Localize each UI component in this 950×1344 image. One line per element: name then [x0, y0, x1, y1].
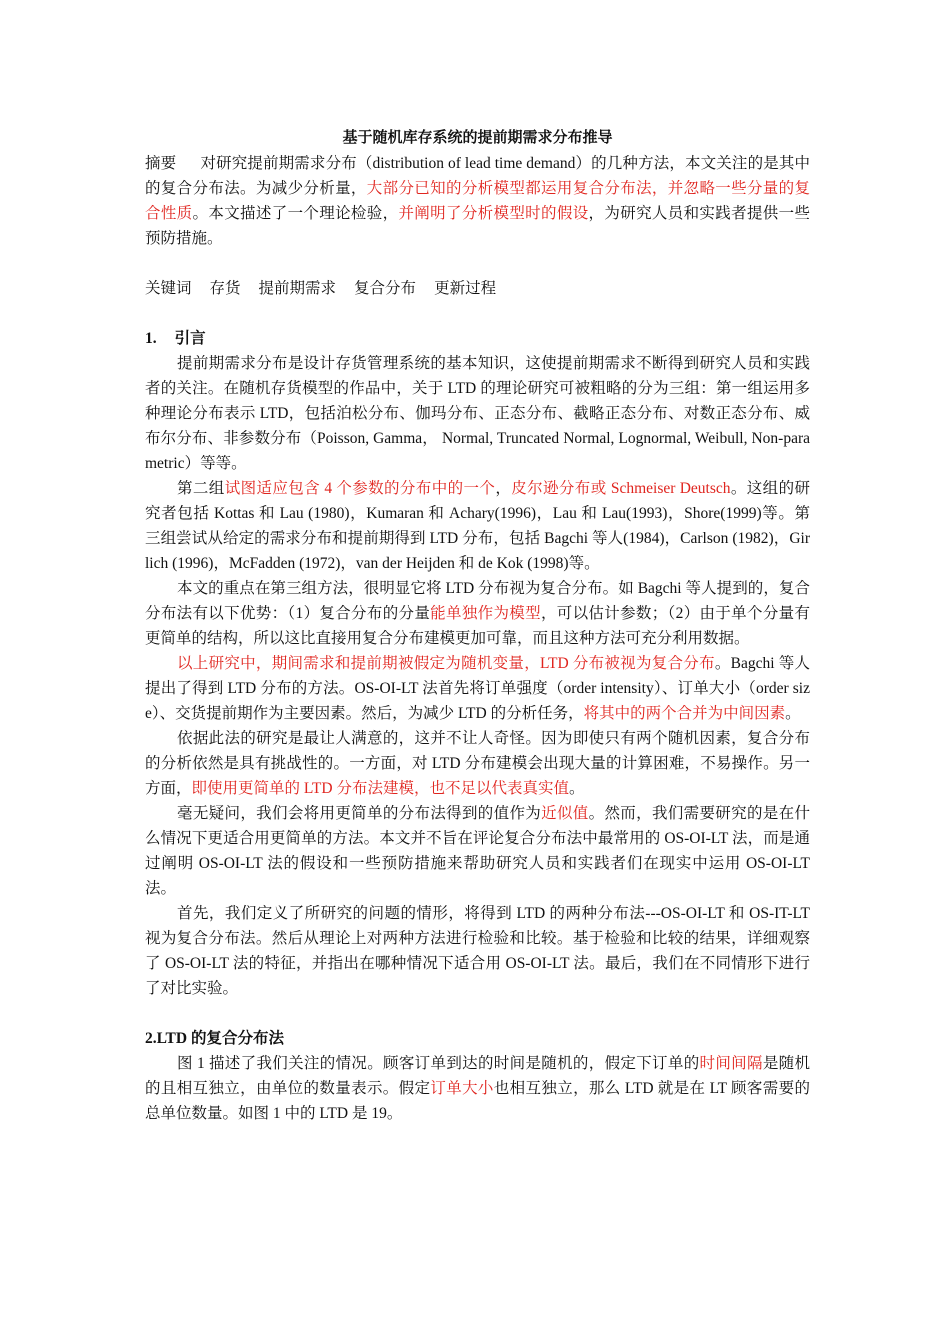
- keyword: 更新过程: [434, 280, 497, 297]
- highlight-text: 试图适应包含 4 个参数的分布中的一个: [224, 480, 496, 497]
- section-number: 1.: [145, 330, 157, 347]
- paragraph: 以上研究中，期间需求和提前期被假定为随机变量，LTD 分布被视为复合分布。Bagchi 等人提出了得到 LTD 分布的方法。OS-OI-LT 法首先将订单强度（order intensity）、订单大小（order size）、交货提前期作为主要因素。然后，为减少 LTD 的分析任务，将其中的两个合并为中间因素。: [145, 655, 810, 722]
- highlight-text: 将其中的两个合并为中间因素: [583, 705, 786, 722]
- highlight-text: 近似值: [541, 805, 589, 822]
- highlight-text: 并阐明了分析模型时的假设: [398, 205, 589, 222]
- paragraph: 提前期需求分布是设计存货管理系统的基本知识，这使提前期需求不断得到研究人员和实践者的关注。在随机存货模型的作品中，关于 LTD 的理论研究可被粗略的分为三组：第一组运用多种理论分布表示 LTD，包括泊松分布、伽玛分布、正态分布、截略正态分布、对数正态分布、威布尔分布、非参数分布（Poisson, Gamma， Normal, Truncated Normal, Lognormal, Weibull, Non-parametric）等等。: [145, 355, 810, 472]
- section-heading: [145, 326, 810, 351]
- highlight-text: 时间间隔: [699, 1055, 763, 1072]
- paragraph: 首先，我们定义了所研究的问题的情形，将得到 LTD 的两种分布法---OS-OI-LT 和 OS-IT-LT 视为复合分布法。然后从理论上对两种方法进行检验和比较。基于检验和比较的结果，详细观察了 OS-OI-LT 法的特征，并指出在哪种情况下适合用 OS-OI-LT 法。最后，我们在不同情形下进行了对比实验。: [145, 905, 810, 997]
- highlight-text: 大部分已知的分析模型都运用复合分布法，并忽略一些分量的复合性质: [145, 180, 810, 222]
- keyword: 存货: [209, 280, 241, 297]
- keyword: 复合分布: [354, 280, 417, 297]
- highlight-text: 能单独作为模型: [430, 605, 541, 622]
- keyword: 提前期需求: [258, 280, 337, 297]
- abstract-label: 摘要: [145, 155, 177, 172]
- section-title: 引言: [174, 330, 206, 347]
- highlight-text: 以上研究中，期间需求和提前期被假定为随机变量，LTD 分布被视为复合分布: [177, 655, 715, 672]
- highlight-text: 订单大小: [430, 1080, 494, 1097]
- keywords-label: 关键词: [145, 280, 192, 297]
- section-heading: 2.LTD 的复合分布法: [145, 1030, 284, 1047]
- paragraph: 毫无疑问，我们会将用更简单的分布法得到的值作为近似值。然而，我们需要研究的是在什么情况下更适合用更简单的方法。本文并不旨在评论复合分布法中最常用的 OS-OI-LT 法，而是通过阐明 OS-OI-LT 法的假设和一些预防措施来帮助研究人员和实践者们在现实中运用 OS-OI-LT 法。: [145, 805, 810, 897]
- abstract-paragraph: 摘要 对研究提前期需求分布（distribution of lead time demand）的几种方法，本文关注的是其中的复合分布法。为减少分析量，大部分已知的分析模型都运用复合分布法，并忽略一些分量的复合性质。本文描述了一个理论检验，并阐明了分析模型时的假设，为研究人员和实践者提供一些预防措施。: [145, 155, 810, 247]
- paragraph: 依据此法的研究是最让人满意的，这并不让人奇怪。因为即使只有两个随机因素，复合分布的分析依然是具有挑战性的。一方面，对 LTD 分布建模会出现大量的计算困难，不易操作。另一方面，即使用更简单的 LTD 分布法建模，也不足以代表真实值。: [145, 730, 810, 797]
- paragraph: 第二组试图适应包含 4 个参数的分布中的一个，皮尔逊分布或 Schmeiser Deutsch。这组的研究者包括 Kottas 和 Lau (1980)，Kumaran 和 Achary(1996)，Lau 和 Lau(1993)，Shore(1999)等。第三组尝试从给定的需求分布和提前期得到 LTD 分布，包括 Bagchi 等人(1984)，Carlson (1982)，Girlich (1996)，McFadden (1972)，van der Heijden 和 de Kok (1998)等。: [145, 480, 810, 572]
- highlight-text: 即使用更简单的 LTD 分布法建模，也不足以代表真实值: [191, 780, 569, 797]
- document-page: [145, 126, 810, 1126]
- paragraph: 图 1 描述了我们关注的情况。顾客订单到达的时间是随机的，假定下订单的时间间隔是随机的且相互独立，由单位的数量表示。假定订单大小也相互独立，那么 LTD 就是在 LT 顾客需要的总单位数量。如图 1 中的 LTD 是 19。: [145, 1055, 810, 1122]
- paragraph: 本文的重点在第三组方法，很明显它将 LTD 分布视为复合分布。如 Bagchi 等人提到的，复合分布法有以下优势：（1）复合分布的分量能单独作为模型，可以估计参数；（2）由于单个分量有更简单的结构，所以这比直接用复合分布建模更加可靠，而且这种方法可充分利用数据。: [145, 580, 810, 647]
- highlight-text: 皮尔逊分布或 Schmeiser Deutsch: [511, 480, 731, 497]
- keywords-line: [145, 276, 810, 301]
- document-title: 基于随机库存系统的提前期需求分布推导: [342, 130, 613, 146]
